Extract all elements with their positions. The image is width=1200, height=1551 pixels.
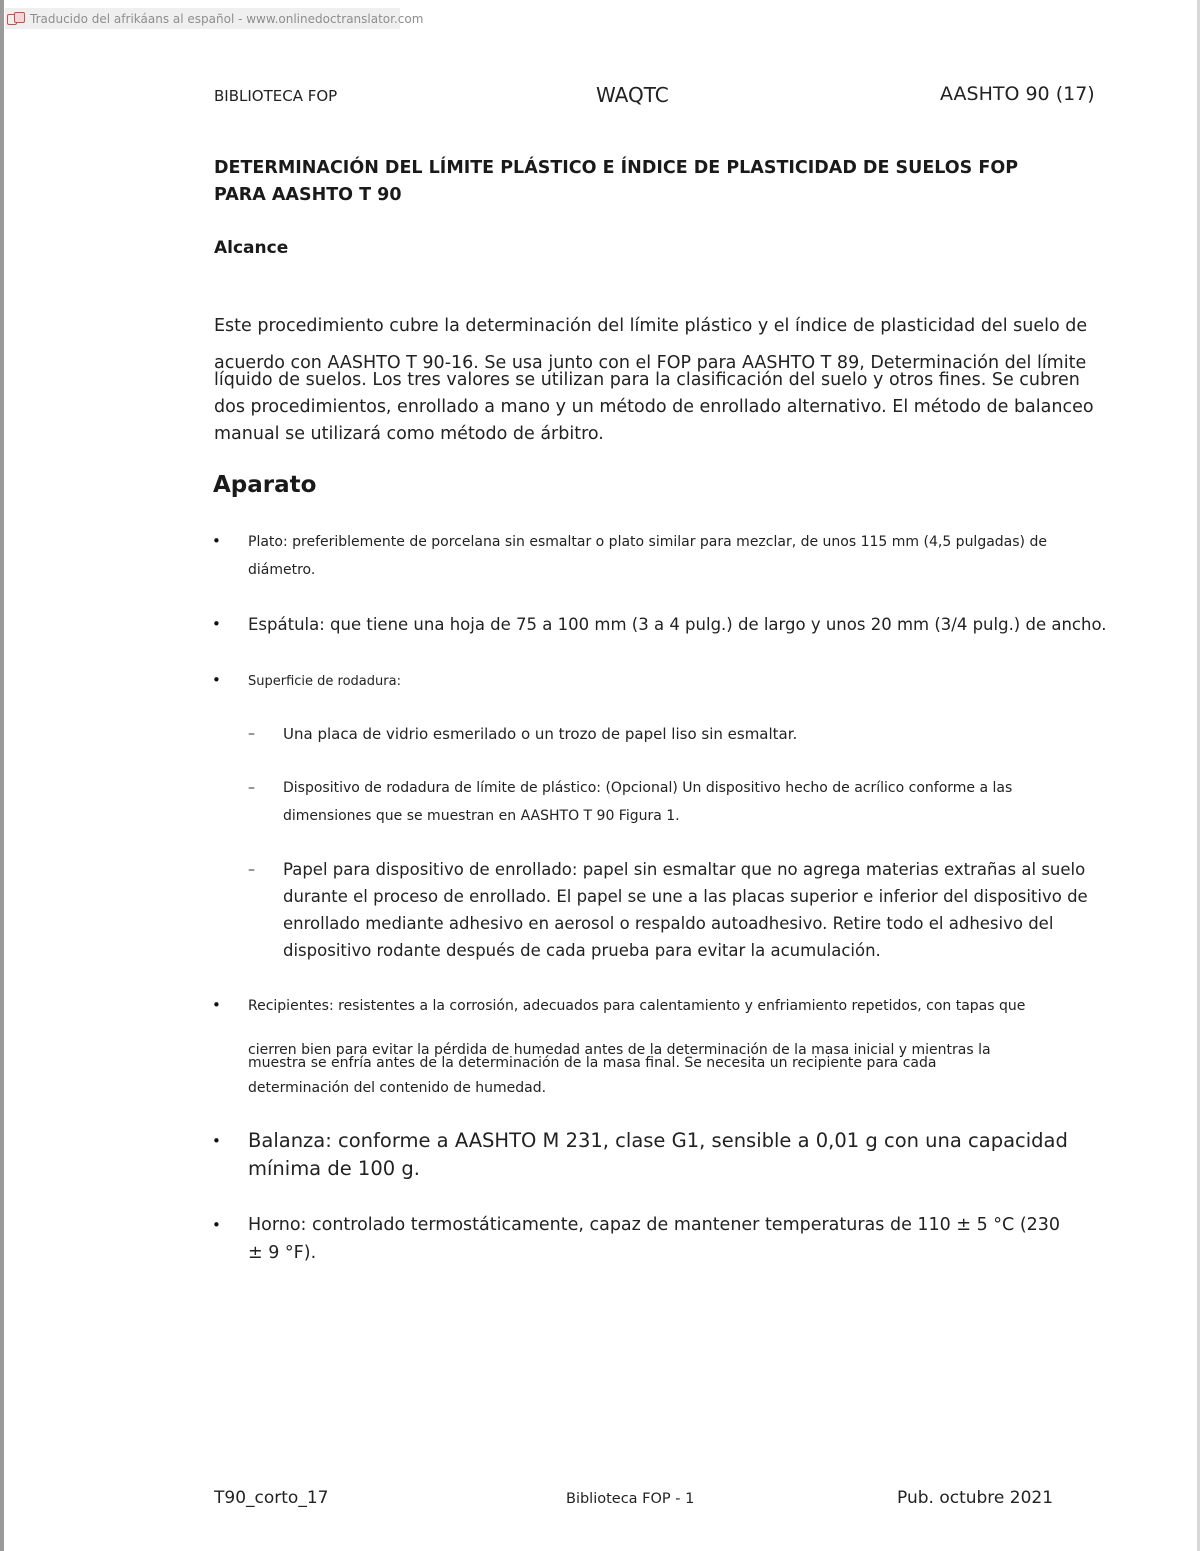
scope-line: Este procedimiento cubre la determinación del límite plástico y el índice de plasticidad del suelo de bbox=[214, 316, 1088, 336]
rolling-paper-subitem-line: durante el proceso de enrollado. El papel se une a las placas superior e inferior del dispositivo de bbox=[283, 887, 1088, 906]
bullet-marker: • bbox=[212, 671, 221, 689]
oven-item-line: ± 9 °F). bbox=[248, 1243, 317, 1263]
bullet-marker: • bbox=[212, 996, 221, 1014]
dash-marker: – bbox=[248, 780, 255, 796]
balance-item-line: Balanza: conforme a AASHTO M 231, clase G1, sensible a 0,01 g con una capacidad bbox=[248, 1129, 1068, 1152]
rolling-surface-item: Superficie de rodadura: bbox=[248, 674, 401, 689]
footer-page-number: Biblioteca FOP - 1 bbox=[566, 1491, 695, 1507]
document-title-line: DETERMINACIÓN DEL LÍMITE PLÁSTICO E ÍNDICE DE PLASTICIDAD DE SUELOS FOP bbox=[214, 158, 1019, 178]
document-title bbox=[214, 155, 1074, 209]
bullet-marker: • bbox=[212, 615, 221, 633]
translation-banner-text[interactable]: Traducido del afrikáans al español - www.onlinedoctranslator.com bbox=[30, 11, 424, 26]
dash-marker: – bbox=[248, 726, 255, 742]
rolling-paper-subitem-line: Papel para dispositivo de enrollado: papel sin esmaltar que no agrega materias extrañas al suelo bbox=[283, 860, 1086, 879]
bullet-marker: • bbox=[212, 532, 221, 550]
header-center: WAQTC bbox=[596, 83, 669, 107]
scope-line: dos procedimientos, enrollado a mano y un método de enrollado alternativo. El método de balanceo bbox=[214, 397, 1094, 417]
header-left: BIBLIOTECA FOP bbox=[214, 87, 338, 105]
plate-item-line: Plato: preferiblemente de porcelana sin esmaltar o plato similar para mezclar, de unos 115 mm (4,5 pulgadas) de bbox=[248, 534, 1047, 550]
bullet-marker: • bbox=[212, 1216, 221, 1234]
containers-item-line: cierren bien para evitar la pérdida de humedad antes de la determinación de la masa inicial y mientras la bbox=[248, 1042, 991, 1058]
scope-line: manual se utilizará como método de árbitro. bbox=[214, 424, 604, 444]
scope-line: líquido de suelos. Los tres valores se utilizan para la clasificación del suelo y otros fines. Se cubren bbox=[214, 370, 1080, 390]
containers-item-line: Recipientes: resistentes a la corrosión, adecuados para calentamiento y enfriamiento repetidos, con tapas que bbox=[248, 998, 1026, 1014]
scope-line: acuerdo con AASHTO T 90-16. Se usa junto con el FOP para AASHTO T 89, Determinación del límite bbox=[214, 353, 1087, 373]
plate-item-line: diámetro. bbox=[248, 562, 316, 578]
translation-banner[interactable] bbox=[5, 8, 424, 29]
scope-heading: Alcance bbox=[214, 238, 289, 258]
containers-item-line: muestra se enfría antes de la determinación de la masa final. Se necesita un recipiente para cada bbox=[248, 1055, 937, 1071]
containers-item-line: determinación del contenido de humedad. bbox=[248, 1080, 547, 1096]
rolling-paper-subitem-line: enrollado mediante adhesivo en aerosol o respaldo autoadhesivo. Retire todo el adhesivo del bbox=[283, 914, 1054, 933]
apparatus-heading: Aparato bbox=[213, 472, 317, 498]
balance-item-line: mínima de 100 g. bbox=[248, 1157, 420, 1180]
rolling-paper-subitem-line: dispositivo rodante después de cada prueba para evitar la acumulación. bbox=[283, 941, 881, 960]
footer-right: Pub. octubre 2021 bbox=[897, 1488, 1054, 1508]
rolling-device-subitem-line: dimensiones que se muestran en AASHTO T 90 Figura 1. bbox=[283, 808, 680, 824]
bullet-marker: • bbox=[212, 1132, 221, 1150]
footer-left: T90_corto_17 bbox=[214, 1488, 329, 1508]
translator-logo-icon bbox=[7, 12, 27, 26]
rolling-device-subitem-line: Dispositivo de rodadura de límite de plástico: (Opcional) Un dispositivo hecho de acrílico conforme a las bbox=[283, 780, 1013, 796]
document-title-line: PARA AASHTO T 90 bbox=[214, 185, 402, 205]
header-right: AASHTO 90 (17) bbox=[940, 83, 1095, 105]
oven-item-line: Horno: controlado termostáticamente, capaz de mantener temperaturas de 110 ± 5 °C (230 bbox=[248, 1215, 1061, 1235]
page-edge-left bbox=[0, 0, 4, 1551]
dash-marker: – bbox=[248, 862, 255, 878]
spatula-item: Espátula: que tiene una hoja de 75 a 100 mm (3 a 4 pulg.) de largo y unos 20 mm (3/4 pulg.) de ancho. bbox=[248, 615, 1107, 634]
glass-plate-subitem: Una placa de vidrio esmerilado o un trozo de papel liso sin esmaltar. bbox=[283, 725, 798, 743]
